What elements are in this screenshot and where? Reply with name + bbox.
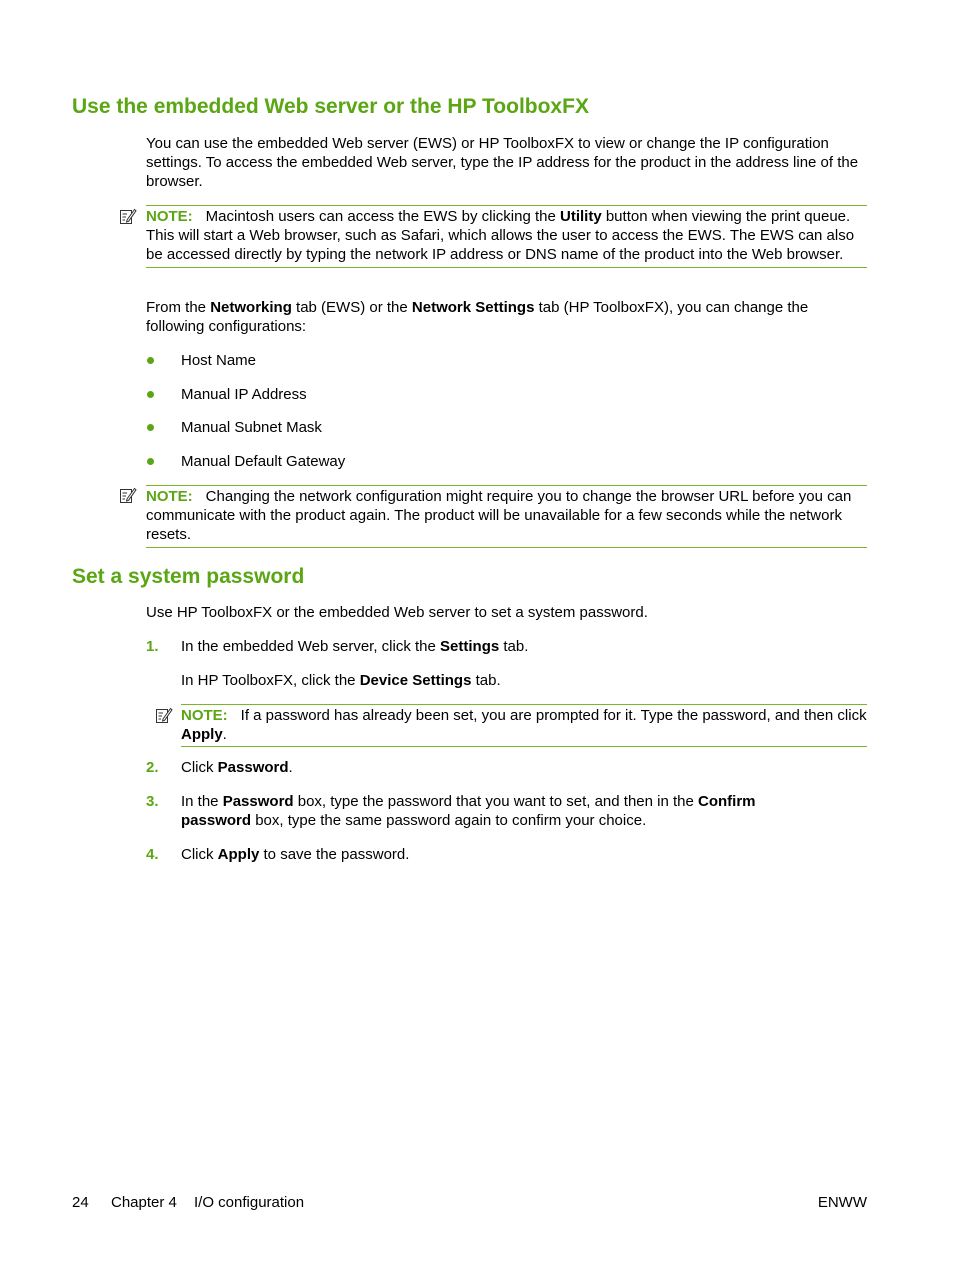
step-1-text: In the embedded Web server, click the Settings tab. — [181, 638, 529, 655]
section-heading-ews: Use the embedded Web server or the HP ToolboxFX — [72, 95, 589, 118]
bullet-dot-icon — [147, 458, 154, 465]
step-2-text: Click Password. — [181, 759, 293, 776]
step-3-text: In the Password box, type the password that you want to set, and then in the Confirm password box, type the same password again to confirm your choice. — [181, 793, 756, 830]
bullet-dot-icon — [147, 424, 154, 431]
footer-enww: ENWW — [817, 1194, 867, 1211]
bullet-dot-icon — [147, 391, 154, 398]
bullet-dot-icon — [147, 357, 154, 364]
footer-chapter-title: I/O configuration — [194, 1194, 305, 1211]
step-number: 1. — [146, 638, 159, 655]
password-intro-paragraph: Use HP ToolboxFX or the embedded Web server to set a system password. — [146, 604, 648, 621]
step-number: 4. — [146, 846, 159, 863]
step-4-text: Click Apply to save the password. — [181, 846, 410, 863]
note-macintosh: NOTE: Macintosh users can access the EWS by clicking the Utility button when viewing the print queue. This will start a Web browser, such as Safari, which allows the user to access the EWS. The EWS can also be accessed directly by typing the network IP address or DNS name of the product into the Web browser. — [146, 205, 867, 268]
footer-chapter: Chapter 4 — [111, 1194, 177, 1211]
step-number: 2. — [146, 759, 159, 776]
footer-page-number: 24 — [72, 1194, 89, 1211]
note-label: NOTE: — [181, 707, 228, 724]
note-password-prompt: NOTE: If a password has already been set, you are prompted for it. Type the password, and then click Apply. — [181, 704, 867, 747]
note-pencil-icon — [155, 706, 173, 724]
configurations-paragraph: From the Networking tab (EWS) or the Network Settings tab (HP ToolboxFX), you can change the following configurations: — [146, 299, 809, 336]
list-item: Host Name — [181, 352, 257, 369]
note-network-config: NOTE: Changing the network configuration might require you to change the browser URL before you can communicate with the product again. The product will be unavailable for a few seconds while the network resets. — [146, 485, 867, 548]
section-heading-password: Set a system password — [72, 565, 305, 588]
ews-intro-paragraph: You can use the embedded Web server (EWS) or HP ToolboxFX to view or change the IP configuration settings. To access the embedded Web server, type the IP address for the product in the address line of the browser. — [146, 135, 859, 191]
note-pencil-icon — [119, 486, 137, 504]
note-label: NOTE: — [146, 208, 193, 225]
note-pencil-icon — [119, 207, 137, 225]
list-item: Manual Default Gateway — [181, 453, 346, 470]
list-item: Manual Subnet Mask — [181, 419, 322, 436]
list-item: Manual IP Address — [181, 386, 307, 403]
step-1-subtext: In HP ToolboxFX, click the Device Settings tab. — [181, 672, 501, 689]
note-label: NOTE: — [146, 488, 193, 505]
step-number: 3. — [146, 793, 159, 810]
